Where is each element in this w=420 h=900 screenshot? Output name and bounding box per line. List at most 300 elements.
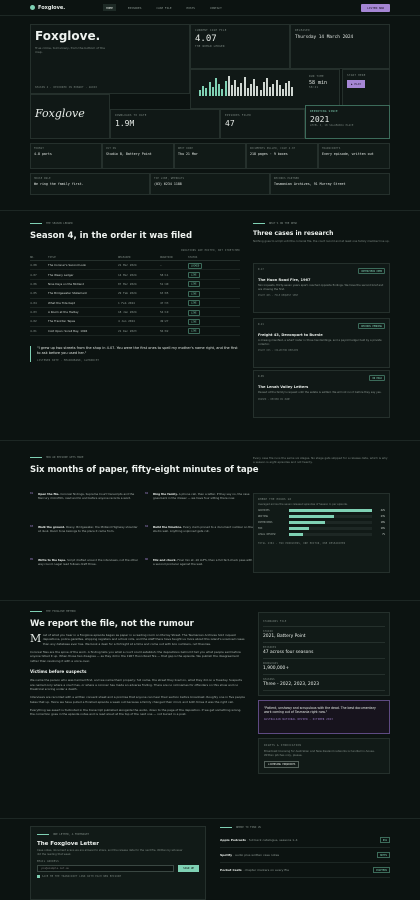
rights-card [258,738,390,774]
kicker-rule [30,457,42,458]
hours-row [258,521,385,524]
contact-value: (03) 6234 1188 [154,182,182,186]
process-step [30,525,138,533]
dropcap: M [30,632,42,645]
step-number: 06 [145,558,149,561]
ledger-note: DURATIONS ARE EDITED, NOT STRETCHED [181,249,240,252]
episode-title[interactable]: Nine Days on the Midland [48,279,118,288]
section-divider [0,440,420,441]
hours-percent: 42% [380,509,385,512]
play-icon: ▶ [351,82,355,86]
step-heading: Walk the ground. [38,525,66,529]
research-case-card[interactable] [253,370,390,418]
script-wordmark: Foxglove [35,107,85,120]
episode-duration: 58:11 [160,270,188,279]
episode-duration: 47:33 [160,298,188,307]
episode-duration: 56:02 [160,326,188,335]
standards-fact-value: 47 across four seasons [263,650,314,655]
email-form [37,865,199,872]
episode-number: 4.03 [30,307,48,316]
platform-description: · chapter markers on every file [241,868,289,872]
hero-title: Foxglove. [35,29,101,43]
downloads-value: 1.9M [115,119,135,128]
downloads-label: DOWNLOADS TO DATE [115,114,147,117]
case-meta: PILOT 15% · COLLECTOR REPLIED [258,349,299,353]
column-header: NO. [30,254,48,261]
transcript-checkbox-row[interactable] [37,875,199,878]
waveform-bar [225,81,227,96]
audio-waveform[interactable] [199,74,293,96]
process-step [145,492,253,500]
case-meta: PILOT 40% · FILE REQUEST SENT [258,294,299,298]
press-quote-text: "Patient, unshowy and scrupulous with the dead. The best documentary work coming out of Tasmania right now." [264,706,376,715]
episode-title[interactable]: The Bridgewater Statement [48,289,118,298]
runtime-value: 58 min [309,80,328,86]
step-text: Open the file. Coronial findings, Supreme Court transcripts and the Mercury microfilm, read end to end before anyone records a word. [38,492,135,501]
case-header [258,323,385,329]
ledger-kicker [30,222,240,225]
platform-row[interactable] [220,833,390,848]
process-intro: Every case file runs the same six stages. No stage gets skipped for a release date, which is why a season is eight episodes and not twenty. [253,456,388,465]
contact-cell [150,173,270,195]
table-row[interactable] [30,289,240,298]
current-case-card [190,24,290,69]
waveform-bar [263,82,265,96]
case-tag: INTERVIEWS OPEN [358,268,385,274]
waveform-bar [234,80,236,96]
episode-status [188,298,240,307]
current-case-label: CURRENT CASE FILE [195,29,227,32]
platform-title: Spotify [220,853,233,857]
method-kicker [30,610,245,613]
method-paragraph-5: Everything we assert is footnoted in the transcript published alongside the audio, down to the page of the deposition. If we get something wrong, the correction goes in the episode notes and is read aloud at the top of the next one — not buried in a post. [30,707,242,717]
method-paragraph-3: We name the person who was harmed first, and we name them properly: full name, the street they lived on, what they did on a Tuesday. Suspects are named only where a court has, or where a coroner has made an adverse finding. There are no nicknames for offenders on this show and no theatrical scoring under a death. [30,678,243,691]
contact-label: TIP LINE, WEEKDAYS [154,177,185,180]
checkbox-label: SAVE ME THE TRANSCRIPT LINK WITH EACH NEW EPISODE [42,875,122,879]
step-heading: Mix and check. [153,558,177,562]
research-kicker [253,222,390,225]
step-heading: Open the file. [38,492,60,496]
fact-value: Thu 21 Mar [178,152,198,156]
episode-status [188,261,240,270]
current-case-title: THE WOMAN LEDGER [195,45,225,48]
fact-cell [30,143,102,169]
section-divider [0,600,420,601]
fact-value: Studio B, Battery Point [106,152,152,156]
top-navigation [0,0,420,16]
episode-title[interactable]: A Room at the Hadley [48,307,118,316]
method-kicker-text: THE FOXGLOVE METHOD [46,610,76,613]
waveform-bar [240,83,242,96]
case-title: The Lenah Valley Letters [258,385,309,389]
hours-fill [289,527,309,530]
waveform-bar [288,81,290,96]
episodes-table [30,254,240,336]
step-heading: Build the timeline. [153,525,183,529]
waveform-bar [237,87,239,96]
case-id: R-21 [258,323,264,326]
waveform-bar [244,77,246,96]
released-label: RELEASED [295,29,310,32]
episode-released: 21 Dec 2023 [118,326,160,335]
waveform-bar [285,83,287,96]
table-row[interactable] [30,270,240,279]
contact-value: We ring the family first. [34,182,84,186]
sign-up-button[interactable]: SIGN UP [178,865,199,872]
waveform-bar [231,85,233,96]
reporting-since-value: 2021 [310,115,330,124]
letter-title: The Foxglove Letter [37,841,99,847]
kicker-rule [30,223,42,224]
standards-fact [263,617,385,627]
table-row[interactable] [30,298,240,307]
status-badge: LIVE [188,281,200,287]
platform-list [220,833,390,878]
standards-fact-label: STUDIO [263,630,274,633]
process-step [145,525,253,533]
waveform-bar [221,89,223,96]
hours-breakdown [258,509,385,536]
ledger-title: Season 4, in the order it was filed [30,231,193,241]
episode-title[interactable]: The Coroner's Second Look [48,261,118,270]
episode-released: 1 Feb 2024 [118,298,160,307]
episodes-filed-card [220,109,305,139]
process-kicker-text: HOW AN EPISODE GETS MADE [46,456,84,459]
method-paragraph-2: Coronial files are the spine of the work. A finding tells you what a court could establish; the depositions behind it tell you what people said before anyone tidied it up. When those two disagree — as they did in the 1967 Huon Road fire — that gap is the episode. We publish the disagreement rather than resolving it with a voice-over. [30,650,241,663]
platform-row[interactable] [220,863,390,878]
contact-label: RECORDS PARTNER [274,177,300,180]
episode-status [188,289,240,298]
hours-percent: 7% [382,533,385,536]
episode-released: 14 Mar 2024 [118,270,160,279]
press-quote-card [258,700,390,734]
brand-logo[interactable] [30,5,65,11]
platform-description: · full back catalogue, seasons 1–4 [245,838,298,842]
episode-status [188,307,240,316]
episode-title[interactable]: Cold Open: Sorell Bay, 1994 [48,326,118,335]
step-heading: Ring the family. [153,492,178,496]
hours-category: WRITING [258,515,269,518]
hero-tagline: True crime, told slowly, from the bottom of the map. [35,46,106,55]
episode-status [188,270,240,279]
fact-label: DOCUMENTS PULLED, CASE 4.07 [250,147,296,150]
waveform-bar [247,88,249,96]
episode-number: 4.08 [30,261,48,270]
case-meta: PAUSED · REVIEW IN JUNE [258,397,290,401]
step-text: Build the timeline. Every claim pinned to a document number on the studio wall. Anything unpinned gets cut. [153,525,253,534]
hours-category: LEGAL REVIEW [258,533,276,536]
hours-fill [289,515,334,518]
episode-released: 4 Jan 2024 [118,317,160,326]
waveform-bar [260,90,262,96]
newsletter-card [30,826,206,900]
brand-name: Foxglove. [38,4,66,11]
episode-duration: — [160,261,188,270]
episodes-filed-label: EPISODES FILED [225,114,252,117]
waveform-bar [256,86,258,96]
fact-value: 4-8 parts [34,152,52,156]
reporting-since-label: REPORTING SINCE [310,110,338,113]
letter-kicker-text: ONE LETTER, A FORTNIGHT [53,833,89,836]
status-badge: LIVE [188,291,200,297]
case-description: Two inquests, thirty-seven years apart, reached opposite findings. We have the second brief and are chasing the first. [258,284,384,291]
episode-duration: 63:05 [160,289,188,298]
reporting-address: LEVEL 2, 18 SALAMANCA PLACE [310,124,354,127]
contact-value: Tasmanian Archives, 91 Murray Street [274,182,346,186]
reporting-since-card [305,105,390,139]
case-tag: ON HOLD [369,375,385,381]
letter-kicker [37,833,199,836]
episode-status [188,279,240,288]
hours-subtitle: Averaged across the seven released episodes of Season 4, per episode. [258,503,348,506]
waveform-bar [218,84,220,96]
hours-total: TOTAL 2304 · TWO PRODUCERS, ONE EDITOR, ONE RESEARCHER [258,542,346,545]
runtime-label: RUN TIME [309,75,324,78]
contact-strip [30,173,390,195]
status-badge: LIVE [188,328,200,334]
case-title: The Huon Road Fire, 1967 [258,278,311,282]
waveform-bar [269,87,271,96]
hours-percent: 23% [380,515,385,518]
episode-status [188,326,240,335]
fact-value: Every episode, written out [322,152,374,156]
case-title: Freight 43, Devonport to Burnie [258,333,323,337]
waveform-bar [276,80,278,96]
foxglove-logo-icon [30,5,35,10]
table-row[interactable] [30,307,240,316]
kicker-rule [30,611,42,612]
step-text: Mix and check. Final mix at -16 LUFS, then a full fact-check pass with a second producer against the wall. [153,558,253,567]
standards-fact [263,675,385,691]
step-text: Write to the tape. Script drafted around the interviews, not the other way round. Legal read follows draft three. [38,558,138,567]
process-title: Six months of paper, fifty-eight minutes of tape [30,465,259,475]
nav-link-home[interactable]: HOME [103,4,116,11]
episode-duration: 54:19 [160,307,188,316]
listener-quote-by: LISTENER NOTE · MEADOWBANK, GLENORCHY [37,359,100,363]
status-badge: LIVE [188,300,200,306]
listener-quote-text: "I grew up two streets from the shop in 4.07. You were the first ones to spell my mother's name right, and the first to ask before you used her." [37,346,238,356]
waveform-bar [282,89,284,96]
hours-track [289,509,372,512]
case-description: Paused at the family's request until the estate is settled. We will not run it before they say yes. [258,391,382,394]
research-section [253,222,390,244]
episode-title[interactable]: What the Tide Kept [48,298,118,307]
case-header [258,268,385,274]
platform-row[interactable] [220,848,390,863]
nav-links [103,4,225,11]
platform-name [220,853,279,857]
standards-fact-label: DOWNLOADS [263,662,279,665]
start-here-label: START HERE [347,74,366,77]
process-kicker [30,456,260,459]
contact-cell [30,173,150,195]
fact-cell [246,143,318,169]
status-badge: LIVE [188,319,200,325]
fact-value: 218 pages · 9 boxes [250,152,288,156]
method-paragraph-1 [30,633,245,646]
research-case-card[interactable] [253,318,390,368]
standards-fact-value: 2021, Battery Point [263,634,306,639]
method-paragraph-4: Interviews are recorded with a written consent sheet and a promise that anyone can hear their section before broadcast. Roughly one in five people takes that up. Twice we have pulled a finished episode a week out because a family changed their mind, and both times it was the right call. [30,695,245,704]
fact-label: NEXT DROP [178,147,194,150]
section-divider [0,818,420,819]
platform-tag: RSS [380,837,390,843]
fact-label: FORMAT [34,147,45,150]
episode-title[interactable]: The Frankton Tapes [48,317,118,326]
waveform-bar [250,84,252,96]
hours-fill [289,509,372,512]
step-text: Walk the ground. Rosny, Bridgewater, the Midland Highway shoulder at dusk. Room tone belongs to the place it came from. [38,525,138,534]
episode-number: 4.04 [30,298,48,307]
email-label: EMAIL ADDRESS [37,860,59,864]
episode-released: 18 Jan 2024 [118,307,160,316]
column-header: STATUS [188,254,240,261]
play-button-label: PLAY [354,82,362,86]
case-header [258,375,385,381]
platform-title: Apple Podcasts [220,838,246,842]
where-kicker [220,826,390,829]
waveform-bar [199,90,201,96]
table-row[interactable] [30,279,240,288]
episode-number: 4.06 [30,279,48,288]
listen-now-button[interactable]: LISTEN NOW [361,4,390,12]
kicker-rule [37,834,49,835]
hours-track [289,533,372,536]
episode-number: 4.02 [30,317,48,326]
episode-duration: 49:27 [160,317,188,326]
episode-title[interactable]: The Weary Ledger [48,270,118,279]
kicker-rule [220,827,232,828]
step-number: 01 [30,492,34,495]
hours-row [258,515,385,518]
hero-title-card [30,24,190,94]
method-title: We report the file, not the rumour [30,619,194,629]
step-number: 04 [145,525,149,528]
hours-category: ARCHIVES [258,509,270,512]
platform-description: · audio plus written case notes [232,853,280,857]
runtime-card [305,69,342,109]
waveform-bar [205,88,207,96]
platform-name [220,838,298,842]
kicker-rule [253,223,265,224]
released-date: Thursday 14 March 2024 [295,35,354,40]
listener-quote [30,346,240,362]
start-here-card [342,69,390,109]
platform-name [220,868,289,872]
nav-link-case-file[interactable]: CASE FILE [156,5,172,10]
research-title: Three cases in research [253,230,334,237]
waveform-bar [272,84,274,96]
step-text: Ring the family. A phone call, then a letter. If they say no, the case goes back in the drawer — we have four sitting there now. [153,492,250,501]
current-case-number: 4.07 [195,34,217,44]
case-tag: RECORDS PENDING [358,323,385,329]
research-intro: Nothing goes to script until the coronial file, the court record and at least one family member line up. [253,239,390,243]
nav-link-hosts[interactable]: HOSTS [186,5,195,10]
hours-fill [289,521,325,524]
season-ledger-section [30,222,240,362]
released-card [290,24,390,69]
standards-facts-card [258,612,390,696]
checkbox-icon[interactable] [37,875,40,878]
where-to-find-section [220,826,390,878]
standards-fact-value: Three - 2022, 2023, 2023 [263,682,320,687]
victims-heading: Victims before suspects [30,669,87,675]
hours-row [258,527,385,530]
process-step [30,492,138,500]
step-heading: Write to the tape. [38,558,67,562]
hours-card [253,493,390,573]
episode-number: 4.01 [30,326,48,335]
episode-released: 07 Mar 2024 [118,279,160,288]
fact-cell [174,143,246,169]
step-number: 03 [30,525,34,528]
table-row[interactable] [30,261,240,270]
waveform-bar [279,85,281,96]
press-quote-by: AUSTRALIAN NATIONAL REVIEW · OCTOBER 2023 [264,717,333,721]
waveform-bar [253,79,255,96]
column-header: DURATION [160,254,188,261]
waveform-bar [291,87,293,96]
episode-duration: 51:40 [160,279,188,288]
show-facts-strip [30,143,390,169]
script-word-card [30,94,110,139]
waveform-bar [202,86,204,96]
standards-fact [263,659,385,675]
hours-track [289,515,372,518]
hours-percent: 10% [380,527,385,530]
hours-percent: 18% [380,521,385,524]
episode-number: 4.07 [30,270,48,279]
fact-cell [102,143,174,169]
waveform-bar [215,78,217,96]
platform-title: Pocket Casts [220,868,242,872]
method-section [30,610,245,717]
hours-category: MIX [258,527,263,530]
email-input[interactable] [37,865,174,872]
episode-number: 4.05 [30,289,48,298]
platform-tag: CHAPTERS [373,867,390,873]
hours-row [258,509,385,512]
licensing-enquiries-button[interactable]: LICENSING ENQUIRIES [264,761,299,768]
table-row[interactable] [30,317,240,326]
play-button[interactable] [347,80,365,88]
research-case-card[interactable] [253,263,390,313]
table-row[interactable] [30,326,240,335]
section-divider [0,210,420,211]
standards-fact-label: SEASONS [263,678,275,681]
research-kicker-text: WHAT'S ON THE DESK [269,222,298,225]
rights-label: RIGHTS & SYNDICATION [264,744,302,747]
episode-status [188,317,240,326]
column-header: RELEASED [118,254,160,261]
hours-track [289,527,372,530]
nav-link-episodes[interactable]: EPISODES [127,5,142,10]
hours-fill [289,533,303,536]
where-kicker-text: WHERE TO FIND US [236,826,261,829]
case-id: R-17 [258,268,264,271]
standards-fact-label: EPISODES [263,646,277,649]
fact-cell [318,143,390,169]
nav-link-contact[interactable]: CONTACT [209,5,222,10]
waveform-bar [228,76,230,96]
contact-label: HOUSE RULE [34,177,51,180]
case-description: A missing manifest, a wharf roster in three handwritings, and a payroll ledger held by a private collector. [258,339,382,346]
status-badge: LIVE [188,310,200,316]
runtime-exact: 58:41 [309,86,319,89]
waveform-bar [266,78,268,96]
standards-fact [263,627,385,643]
hours-row [258,533,385,536]
